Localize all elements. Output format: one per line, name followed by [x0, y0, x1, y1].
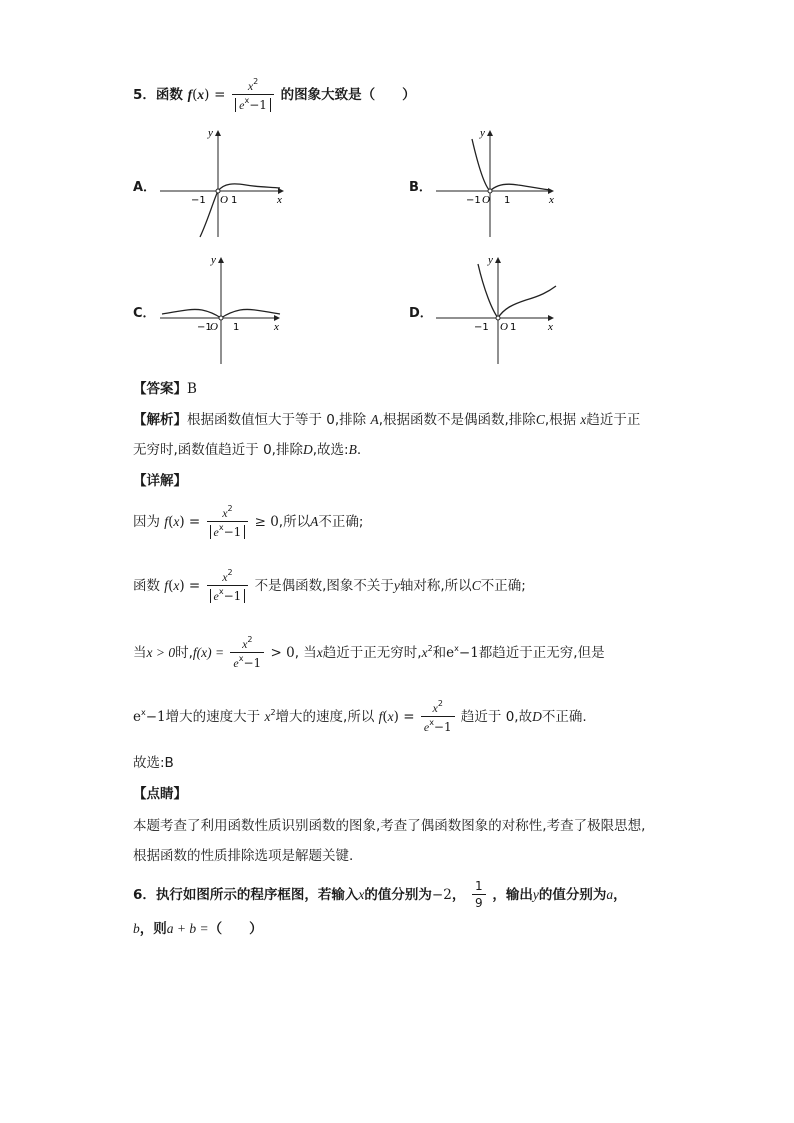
- detail-p3-gt: > 0: [270, 645, 295, 662]
- y-axis-label: y: [480, 127, 485, 139]
- detail-p1-den-rest: −1: [223, 525, 242, 540]
- option-a-graph: [160, 125, 290, 240]
- detail-p3-ex: e: [446, 645, 455, 662]
- q6-tail: （ ）: [208, 921, 263, 937]
- q6-expr: a + b =: [166, 921, 209, 936]
- q6-then: ，则: [139, 921, 167, 937]
- option-c-label: C．: [133, 306, 156, 321]
- detail-p1-end: 不正确;: [318, 514, 364, 531]
- x-axis-label: x: [549, 194, 554, 206]
- option-b-graph: [436, 125, 566, 240]
- detail-p1-ge: ≥ 0: [254, 514, 279, 531]
- q6-mid2: ，输出: [492, 887, 533, 904]
- detail-p4-eq: =: [403, 709, 415, 726]
- tick-neg1: −1: [197, 322, 212, 333]
- detail-p3-fx: f(x) =: [192, 645, 225, 661]
- x-axis-label: x: [277, 194, 282, 206]
- q5-number: 5．: [133, 87, 156, 104]
- detail-p4-x2: x: [264, 709, 271, 725]
- q6-number: 6．: [133, 887, 156, 904]
- detail-tag: 【详解】: [133, 473, 187, 489]
- detail-p3-den-base: e: [233, 656, 239, 671]
- detail-p3-b: , 当: [294, 645, 317, 662]
- analysis-x: x: [580, 412, 587, 427]
- y-axis-arrow: [218, 257, 224, 263]
- detail-p1-eq: =: [188, 514, 201, 531]
- question-6-line-2: [133, 919, 263, 939]
- detail-p4-ex: e: [133, 709, 141, 726]
- option-a-label: A．: [133, 180, 157, 195]
- detail-p2-y: y: [393, 578, 400, 594]
- origin-point: [219, 316, 223, 320]
- origin-point: [488, 189, 492, 193]
- q6-comma: ，: [451, 887, 466, 904]
- x-axis-label: x: [274, 321, 279, 333]
- x-axis-label: x: [548, 321, 553, 333]
- detail-p2-den-exp: x: [218, 587, 224, 597]
- analysis-b: B: [348, 442, 357, 457]
- q5-num: x: [247, 79, 254, 93]
- analysis-text-2: 无穷时,函数值趋近于 0,排除: [133, 442, 303, 458]
- detail-p4: $e^x-1$增大的速度大于 $x^2$增大的速度,所以 f(x) = $\frac{x^2}{e^x-1}$ 趋近于 0,故D不正确.: [133, 699, 587, 735]
- q6-y: y: [532, 887, 539, 903]
- detail-p3-den-exp: x: [238, 654, 244, 664]
- detail-p2: 函数 f(x) = $\frac{x^2}{e^x-1}$ 不是偶函数,图象不关于y轴对称,所以C不正确;: [133, 568, 526, 604]
- detail-p1-letter: A: [310, 514, 319, 530]
- detail-p1: 因为 f(x) = $\frac{x^2}{e^x-1}$ ≥ 0,所以A不正确;: [133, 504, 364, 540]
- detail-p1-den-exp: x: [218, 523, 224, 533]
- y-axis-arrow: [215, 130, 221, 136]
- y-axis-label: y: [208, 127, 213, 139]
- detail-p3-x2: x: [421, 645, 428, 661]
- analysis-text-1: 根据函数值恒大于等于 0,排除: [187, 412, 367, 428]
- detail-p1-den-base: e: [213, 525, 219, 540]
- detail-p3-a: 时,: [175, 645, 193, 662]
- detail-p4-den-rest: −1: [433, 720, 452, 735]
- detail-p3-x: x: [316, 645, 323, 661]
- origin-label: O: [210, 321, 218, 333]
- answer-line: [133, 379, 197, 399]
- comment-tag: 【点睛】: [133, 786, 187, 802]
- option-c-graph: [160, 252, 290, 367]
- detail-p2-eq: =: [188, 578, 201, 595]
- origin-label: O: [482, 194, 490, 206]
- detail-p4-a: 增大的速度大于: [165, 709, 261, 726]
- analysis-d: D: [302, 442, 313, 457]
- q5-num-exp: 2: [253, 77, 259, 86]
- detail-p3-d: 都趋近于正无穷,但是: [478, 645, 605, 662]
- detail-p1-num-exp: 2: [227, 504, 233, 513]
- analysis-a: A: [370, 412, 379, 427]
- comment-line-1: 本题考查了利用函数性质识别函数的图象,考查了偶函数图象的对称性,考查了极限思想,: [133, 818, 646, 834]
- analysis-text-1c: ,根据: [544, 412, 577, 428]
- q6-frac-num: 1: [475, 879, 483, 893]
- q6-comma2: ，: [613, 887, 627, 904]
- q6-frac-den: 9: [472, 894, 486, 910]
- detail-p4-end: 不正确.: [541, 709, 587, 726]
- detail-p3-x2-exp: 2: [427, 644, 433, 654]
- detail-p2-lead: 函数: [133, 578, 160, 595]
- origin-label: O: [220, 194, 228, 206]
- detail-p1-x: x: [173, 514, 180, 530]
- detail-p2-num-exp: 2: [227, 568, 233, 577]
- detail-p2-den-rest: −1: [223, 589, 242, 604]
- detail-p4-c: 趋近于 0,故: [460, 709, 533, 726]
- answer-value: B: [187, 381, 197, 397]
- q5-tail: 的图象大致是（ ）: [280, 87, 416, 104]
- detail-p3-num-exp: 2: [247, 635, 253, 644]
- y-axis-label: y: [488, 254, 493, 266]
- q5-lead: 函数: [155, 87, 183, 104]
- detail-p2-f: f: [164, 578, 169, 594]
- q6-a: a: [606, 887, 614, 903]
- detail-p2-den-base: e: [213, 589, 219, 604]
- q5-fx: f: [187, 87, 193, 103]
- detail-p2-letter: C: [471, 578, 481, 594]
- detail-p4-num-exp: 2: [437, 699, 443, 708]
- detail-p1-tail: ,所以: [278, 514, 311, 531]
- detail-p3-cond: x > 0: [146, 645, 176, 661]
- detail-p3-lead: 当: [133, 645, 147, 662]
- detail-p3-c: 趋近于正无穷时,: [322, 645, 422, 662]
- question-5: 5．函数 f(x) = $\frac{x^2}{e^x-1}$ 的图象大致是（ ）: [133, 77, 416, 113]
- analysis-text-2b: ,故选:: [312, 442, 349, 458]
- q5-eq: =: [214, 87, 226, 104]
- q6-mid3: 的值分别为: [538, 887, 607, 904]
- y-axis-arrow: [487, 130, 493, 136]
- y-axis-arrow: [495, 257, 501, 263]
- detail-p3-den-rest: −1: [243, 656, 262, 671]
- detail-p4-letter: D: [532, 709, 542, 725]
- q5-paren-x: x: [197, 87, 205, 103]
- q6-mid: 的值分别为: [364, 887, 432, 904]
- tick-1: 1: [233, 322, 240, 333]
- detail-p2-x: x: [173, 578, 180, 594]
- curve-d: [478, 264, 556, 318]
- analysis-line-1: [133, 410, 640, 430]
- detail-p2-end: 不正确;: [480, 578, 526, 595]
- answer-tag: 【答案】: [133, 381, 187, 397]
- detail-p4-x2-exp: 2: [270, 708, 276, 718]
- detail-conclusion: 故选:B: [133, 755, 174, 771]
- origin-point: [216, 189, 220, 193]
- detail-p3-m1: −1: [458, 645, 479, 662]
- detail-p3-exp: x: [454, 644, 459, 654]
- detail-p1-num: x: [222, 506, 228, 520]
- tick-neg1: −1: [474, 322, 489, 333]
- q6-x: x: [358, 887, 365, 903]
- question-6-line-1: [133, 880, 627, 910]
- tick-1: 1: [504, 195, 511, 206]
- detail-p4-m1: −1: [145, 709, 166, 726]
- detail-p1-lead: 因为: [133, 514, 160, 531]
- comment-line-2: 根据函数的性质排除选项是解题关键.: [133, 848, 354, 864]
- option-b-label: B．: [409, 180, 432, 195]
- curve-b: [472, 139, 550, 191]
- curve-a: [200, 184, 280, 237]
- detail-p2-num: x: [222, 570, 228, 584]
- origin-point: [496, 316, 500, 320]
- detail-p4-exp: x: [141, 708, 146, 718]
- analysis-c: C: [535, 412, 545, 427]
- detail-p3: [133, 636, 605, 670]
- analysis-text-1b: ,根据函数不是偶函数,排除: [378, 412, 536, 428]
- q6-lead: 执行如图所示的程序框图，若输入: [155, 887, 359, 904]
- detail-p2-mid: 不是偶函数,图象不关于: [254, 578, 394, 595]
- q6-b: b: [133, 921, 140, 936]
- detail-p4-x: x: [387, 709, 394, 725]
- detail-p3-num: x: [242, 637, 248, 651]
- detail-p4-den-base: e: [423, 720, 430, 735]
- option-d-label: D．: [409, 306, 433, 321]
- q5-den-rest: −1: [249, 98, 267, 113]
- analysis-text-2c: .: [356, 442, 362, 458]
- tick-1: 1: [510, 322, 517, 333]
- q5-den-exp: x: [244, 96, 250, 106]
- detail-p4-b: 增大的速度,所以: [275, 709, 375, 726]
- detail-p1-f: f: [164, 514, 169, 530]
- origin-label: O: [500, 321, 508, 333]
- analysis-text-1d: 趋近于正: [586, 412, 641, 428]
- q5-den-base: e: [239, 98, 245, 113]
- analysis-line-2: [133, 440, 361, 460]
- option-d-graph: [436, 252, 566, 367]
- detail-p4-f: f: [378, 709, 383, 725]
- detail-p2-mid2: 轴对称,所以: [399, 578, 472, 595]
- analysis-tag: 【解析】: [133, 412, 187, 428]
- detail-p3-and: 和: [432, 645, 447, 662]
- tick-neg1: −1: [191, 195, 206, 206]
- tick-1: 1: [231, 195, 238, 206]
- detail-p4-num: x: [432, 701, 438, 715]
- q6-neg2: −2: [431, 887, 452, 904]
- detail-p4-den-exp: x: [429, 718, 434, 728]
- y-axis-label: y: [211, 254, 216, 266]
- tick-neg1: −1: [466, 195, 481, 206]
